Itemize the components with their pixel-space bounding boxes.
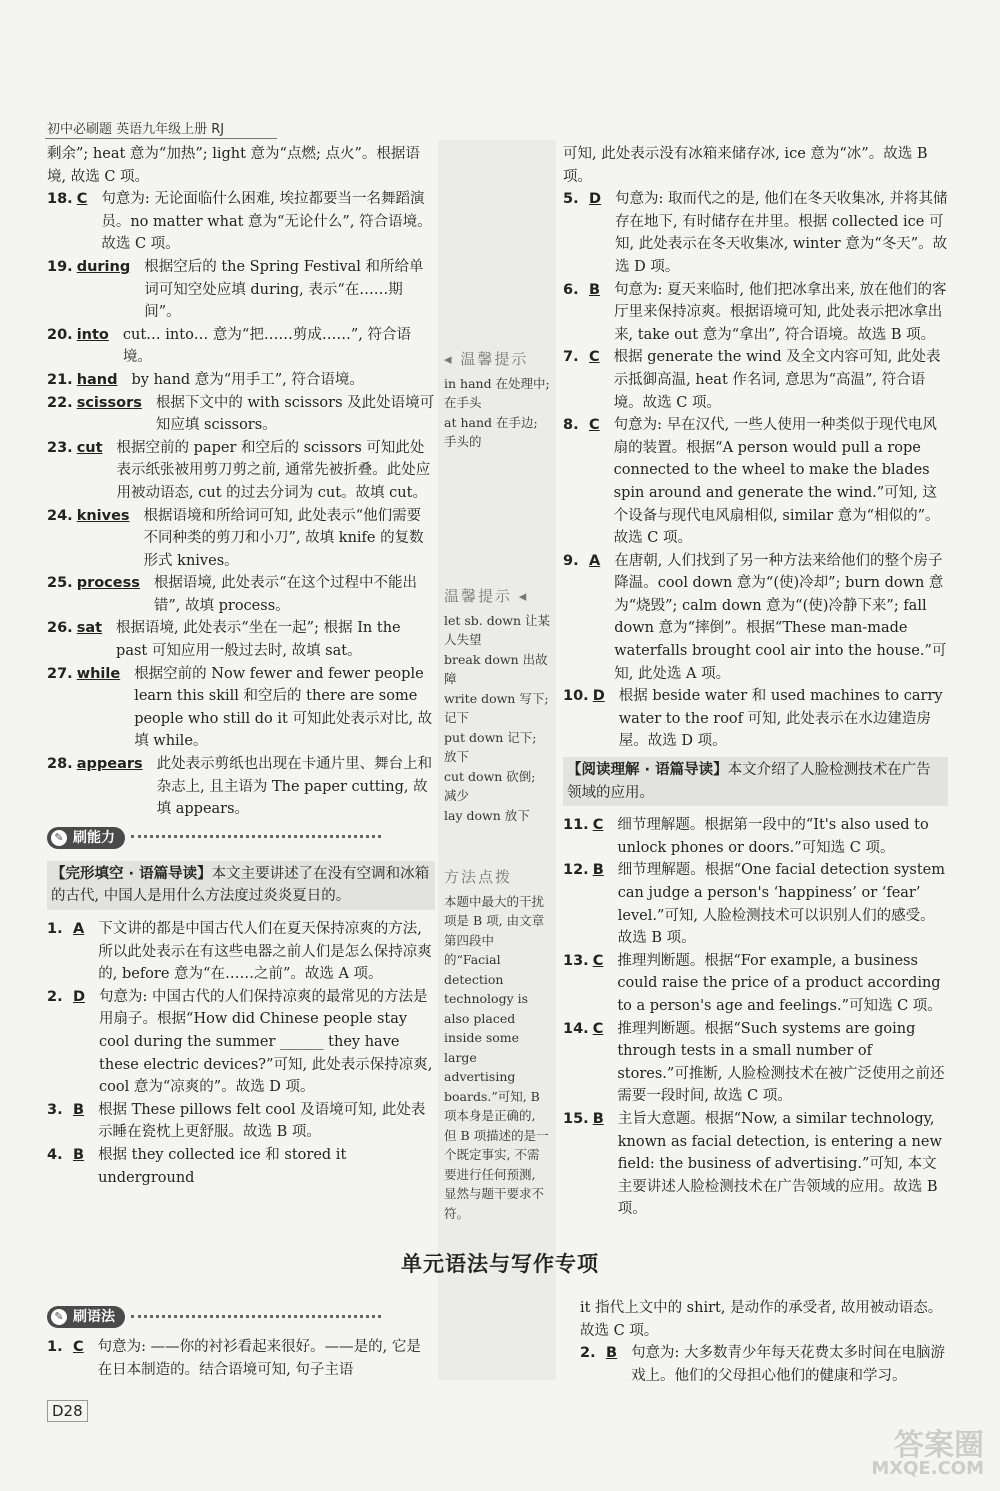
item-answer: knives (76, 507, 130, 524)
item-number: 9. (563, 552, 579, 569)
item-explanation: 剩余”; heat 意为“加热”; light 意为“点燃; 点火”。根据语境, 故选 C 项。 (47, 146, 420, 185)
tips-box-2 (444, 587, 550, 825)
intro-text: 本文主要讲述了在没有空调和冰箱的古代, 中国人是用什么方法度过炎炎夏日的。 (51, 865, 430, 905)
badge-label: 刷能力 (73, 829, 115, 846)
tips-body: let sb. down 让某人失望 break down 出故障 write down 写下; 记下 put down 记下; 放下 cut down 砍倒; 减少 lay down 放下 (444, 612, 551, 823)
item-answer: C (592, 952, 604, 969)
item-explanation: 根据空前的 Now fewer and fewer people learn this skill 和空后的 there are some people who still do it 可知此处表示对比, 故填 while。 (134, 665, 433, 750)
pencil-icon: ✎ (51, 830, 67, 846)
item-number: 28. (47, 756, 73, 773)
answer-item (563, 143, 948, 188)
answer-item (47, 617, 435, 662)
lower-right-column (580, 1297, 950, 1387)
item-explanation: 根据 beside water 和 used machines to carry water to the roof 可知, 此处表示在水边建造房屋。故选 D 项。 (618, 688, 943, 750)
answer-item (47, 437, 435, 505)
item-answer: sat (76, 620, 103, 637)
dotted-rule (131, 1315, 381, 1318)
item-answer: B (592, 862, 604, 879)
arrow-right-icon: ◂ (518, 587, 529, 605)
item-explanation: 下文讲的都是中国古代人们在夏天保持凉爽的方法, 所以此处表示在有这些电器之前人们是怎么保持凉爽的, before 意为“在……之前”。故选 A 项。 (98, 921, 432, 983)
item-explanation: 句意为: 无论面临什么困难, 埃拉都要当一名舞蹈演员。no matter what 意为“无论什么”, 符合语境。故选 C 项。 (101, 191, 432, 253)
item-number: 18. (47, 191, 73, 208)
section-badge (47, 1300, 435, 1336)
item-number: 3. (47, 1101, 63, 1118)
method-heading (444, 868, 550, 888)
item-answer: A (73, 921, 85, 937)
answer-item (47, 1336, 435, 1381)
dotted-rule (131, 835, 381, 838)
item-answer: D (589, 191, 602, 208)
item-number: 6. (563, 281, 579, 298)
item-explanation: 推理判断题。根据“For example, a business could raise the price of a product according to a person's age and feelings.”可知选 C 项。 (617, 952, 942, 1014)
answer-item (563, 188, 948, 278)
item-explanation: 此处表示剪纸也出现在卡通片里、舞台上和杂志上, 且主语为 The paper cutting, 故填 appears。 (156, 756, 433, 818)
item-number: 27. (47, 665, 73, 682)
item-answer: C (76, 191, 88, 208)
lower-left-column (47, 1300, 435, 1381)
item-answer: D (592, 688, 605, 705)
item-answer: C (589, 349, 600, 366)
page-number: D28 (47, 1400, 88, 1422)
answer-item (47, 1144, 435, 1189)
passage-intro (47, 861, 435, 910)
tips-heading-text: 温馨提示 (460, 350, 529, 368)
item-number: 12. (563, 862, 589, 879)
item-explanation: 根据空后的 the Spring Festival 和所给单词可知空处应填 during, 表示“在……期间”。 (144, 258, 424, 321)
item-explanation: 在唐朝, 人们找到了另一种方法来给他们的整个房子降温。cool down 意为“(使)冷却”; burn down 意为“烧毁”; calm down 意为“(使)冷静下来”; fall down 意为“摔倒”。根据“These man-made waterfalls brought cool air into the house.”可知, 此处选 A 项。 (614, 552, 947, 682)
item-explanation: 细节理解题。根据“One facial detection system can judge a person's ‘happiness’ or ‘fear’ level.”可知, 人脸检测技术可以识别人们的感受。故选 B 项。 (617, 862, 946, 947)
answer-item (47, 986, 435, 1099)
item-answer: while (76, 665, 121, 682)
item-number: 4. (47, 1146, 63, 1163)
item-number: 11. (563, 817, 589, 834)
item-explanation: 根据语境和所给词可知, 此处表示“他们需要不同种类的剪刀和小刀”, 故填 knife 的复数形式 knives。 (143, 507, 424, 569)
method-box (444, 868, 550, 1223)
item-answer: B (592, 1110, 604, 1127)
item-explanation: it 指代上文中的 shirt, 是动作的承受者, 故用被动语态。故选 C 项。 (580, 1300, 943, 1339)
item-answer: C (592, 1020, 604, 1037)
answer-item (47, 324, 435, 369)
item-explanation: 根据语境, 此处表示“坐在一起”; 根据 In the past 可知应用一般过去时, 故填 sat。 (116, 620, 401, 660)
item-explanation: 句意为: 中国古代的人们保持凉爽的最常见的方法是用扇子。根据“How did Chinese people stay cool during the summer ______ they have these electric devices?”可知, 此处表示保持凉爽, cool 意为“凉爽的”。故选 D 项。 (99, 988, 433, 1096)
item-explanation: 细节理解题。根据第一段中的“It's also used to unlock phones or doors.”可知选 C 项。 (617, 817, 929, 856)
item-number: 21. (47, 371, 73, 388)
answer-item (563, 814, 948, 859)
tips-heading (444, 587, 550, 607)
item-explanation: 可知, 此处表示没有冰箱来储存冰, ice 意为“冰”。故选 B 项。 (563, 146, 928, 185)
answer-item (580, 1342, 950, 1387)
item-explanation: 主旨大意题。根据“Now, a similar technology, known as facial detection, is entering a new field: the business of advertising.”可知, 本文主要讲述人脸检测技术在广告领域的应用。故选 B 项。 (617, 1110, 942, 1218)
arrow-left-icon: ◂ (444, 350, 454, 368)
tips-body: in hand 在处理中; 在手头 at hand 在手边; 手头的 (444, 375, 550, 449)
item-explanation: 推理判断题。根据“Such systems are going through tests in a small number of stores.”可推断, 人脸检测技术在被广泛使用之前还需要一段时间, 故选 C 项。 (617, 1020, 945, 1105)
answer-item (563, 1108, 948, 1221)
item-number: 15. (563, 1110, 589, 1127)
item-explanation: 句意为: 早在汉代, 一些人使用一种类似于现代电风扇的装置。根据“A person would pull a rope connected to the wheel to make the blades spin around and generate the wind.”可知, 这个设备与现代电风扇相似, similar 意为“相似的”。故选 C 项。 (613, 417, 940, 547)
intro-text: 本文介绍了人脸检测技术在广告领域的应用。 (567, 762, 931, 801)
answer-item (47, 256, 435, 324)
item-number: 25. (47, 575, 73, 592)
method-heading-text: 方法点拨 (444, 868, 513, 886)
item-explanation: 根据空前的 paper 和空后的 scissors 可知此处表示纸张被用剪刀剪之前, 通常先被折叠。此处应用被动语态, cut 的过去分词为 cut。故填 cut。 (116, 439, 431, 501)
intro-tag: 【完形填空 · 语篇导读】 (51, 865, 212, 882)
item-answer: B (606, 1345, 618, 1362)
item-answer: D (73, 988, 86, 1005)
item-answer: appears (76, 756, 143, 773)
answer-item (563, 279, 948, 347)
item-explanation: 句意为: 夏天来临时, 他们把冰拿出来, 放在他们的客厅里来保持凉爽。根据语境可知, 此处表示把冰拿出来, take out 意为“拿出”, 符合语境。故选 B 项。 (614, 281, 947, 343)
item-answer: C (592, 817, 604, 834)
item-number: 19. (47, 258, 73, 275)
watermark-logo: 答案圈 (894, 1428, 984, 1463)
item-explanation: 句意为: 大多数青少年每天花费太多时间在电脑游戏上。他们的父母担心他们的健康和学习。 (631, 1345, 946, 1384)
answer-item (47, 572, 435, 617)
item-answer: B (589, 281, 601, 298)
item-answer: into (76, 326, 109, 343)
item-answer: C (73, 1339, 84, 1355)
item-number: 10. (563, 688, 589, 705)
item-number: 26. (47, 620, 73, 637)
answer-item (580, 1297, 950, 1342)
tips-heading (444, 350, 550, 370)
item-explanation: 根据语境, 此处表示“在这个过程中不能出错”, 故填 process。 (153, 575, 418, 614)
section-title: 单元语法与写作专项 (401, 1252, 599, 1276)
answer-item (563, 859, 948, 949)
badge-label: 刷语法 (73, 1308, 115, 1325)
left-column (47, 143, 435, 1189)
answer-item (563, 550, 948, 686)
item-number: 20. (47, 326, 73, 343)
item-number: 14. (563, 1020, 589, 1037)
answer-item (47, 1099, 435, 1144)
item-number: 1. (47, 921, 63, 937)
item-number: 8. (563, 417, 579, 434)
answer-item (47, 918, 435, 986)
answer-item (47, 392, 435, 437)
answer-item (47, 369, 435, 392)
running-header: 初中必刷题 英语九年级上册 RJ (47, 122, 225, 137)
passage-intro (563, 757, 948, 806)
item-number: 23. (47, 439, 73, 456)
item-answer: hand (76, 371, 118, 388)
answer-item (563, 950, 948, 1018)
answer-item (563, 414, 948, 550)
item-answer: B (73, 1146, 85, 1163)
answer-item (47, 753, 435, 821)
answer-item (563, 1018, 948, 1108)
item-explanation: by hand 意为“用手工”, 符合语境。 (131, 371, 364, 388)
item-explanation: 根据 they collected ice 和 stored it underground (98, 1146, 347, 1186)
answer-item (563, 685, 948, 753)
item-explanation: 句意为: ——你的衬衫看起来很好。——是的, 它是在日本制造的。结合语境可知, 句子主语 (97, 1339, 421, 1378)
answer-item (563, 346, 948, 414)
item-answer: A (589, 552, 601, 569)
tips-heading-text: 温馨提示 (444, 587, 513, 605)
tips-box-1 (444, 350, 550, 452)
item-number: 2. (580, 1345, 596, 1362)
item-answer: C (589, 417, 600, 434)
method-body: 本题中最大的干扰项是 B 项, 由文章第四段中的“Facial detection technology is also placed inside some large advertising boards.”可知, B 项本身是正确的, 但 B 项描述的是一个既定事实, 不需要进行任何预测, 显然与题干要求不符。 (444, 893, 549, 1221)
item-number: 5. (563, 191, 579, 208)
item-answer: during (76, 258, 131, 275)
badge-pill (47, 827, 125, 849)
watermark-url: MXQE.COM (871, 1458, 984, 1479)
item-explanation: 句意为: 取而代之的是, 他们在冬天收集冰, 并将其储存在地下, 有时储存在井里。根据 collected ice 可知, 此处表示在冬天收集冰, winter 意为“冬天”。故选 D 项。 (615, 191, 948, 275)
item-answer: B (73, 1101, 85, 1118)
section-badge (47, 821, 435, 857)
header-rule (45, 138, 277, 139)
badge-pill (47, 1306, 125, 1328)
item-answer: process (76, 575, 140, 592)
item-number: 24. (47, 507, 73, 524)
item-number: 2. (47, 988, 63, 1005)
item-number: 1. (47, 1339, 63, 1355)
item-number: 13. (563, 952, 589, 969)
item-explanation: cut… into… 意为“把……剪成……”, 符合语境。 (122, 326, 411, 366)
answer-item (47, 505, 435, 573)
answer-item (47, 143, 435, 188)
item-explanation: 根据 These pillows felt cool 及语境可知, 此处表示睡在瓷枕上更舒服。故选 B 项。 (98, 1101, 426, 1141)
item-answer: scissors (76, 394, 142, 411)
intro-tag: 【阅读理解 · 语篇导读】 (567, 762, 728, 779)
item-number: 7. (563, 349, 579, 366)
answer-item (47, 663, 435, 753)
pencil-icon: ✎ (51, 1309, 67, 1325)
item-number: 22. (47, 394, 73, 411)
answer-item (47, 188, 435, 256)
right-column (563, 143, 948, 1221)
item-answer: cut (76, 439, 103, 456)
item-explanation: 根据 generate the wind 及全文内容可知, 此处表示抵御高温, heat 作名词, 意思为“高温”, 符合语境。故选 C 项。 (613, 349, 941, 411)
item-explanation: 根据下文中的 with scissors 及此处语境可知应填 scissors。 (155, 394, 435, 434)
